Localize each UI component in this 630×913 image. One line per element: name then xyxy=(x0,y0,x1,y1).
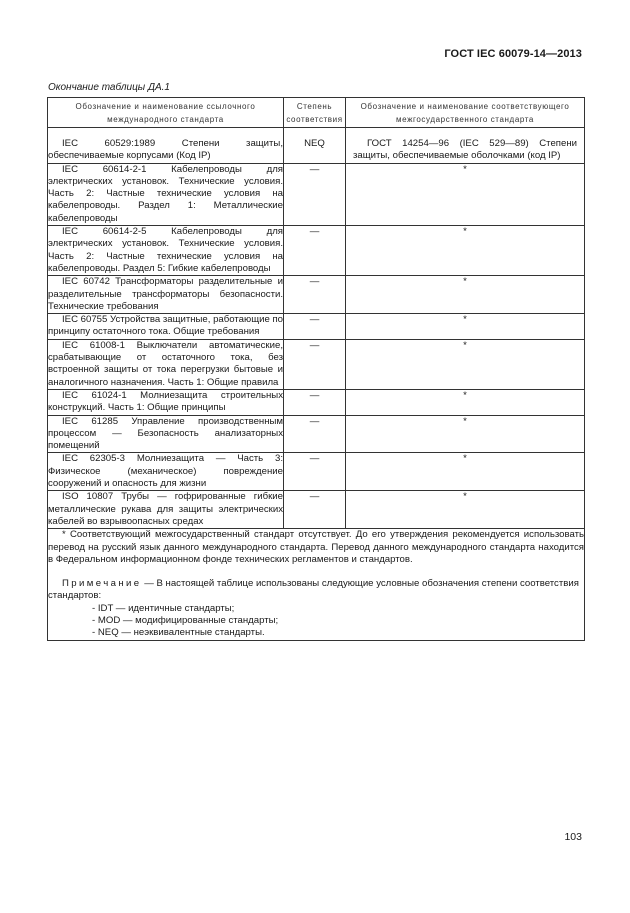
table-row xyxy=(48,226,585,276)
table-row xyxy=(48,314,585,340)
document-id-header: ГОСТ IEC 60079-14—2013 xyxy=(444,48,582,60)
national-standard-cell: * xyxy=(346,415,585,453)
table-row xyxy=(48,163,585,225)
note-paragraph xyxy=(48,578,584,603)
national-standard-cell: * xyxy=(346,226,585,276)
national-standard-cell: * xyxy=(346,389,585,415)
national-standard-cell: * xyxy=(346,491,585,529)
column-header-degree: Степень соответствия xyxy=(284,98,346,128)
reference-standards-table xyxy=(47,97,585,641)
page-number: 103 xyxy=(564,831,582,843)
table-row xyxy=(48,415,585,453)
degree-cell: — xyxy=(284,415,346,453)
table-caption: Окончание таблицы ДА.1 xyxy=(48,82,170,93)
table-row xyxy=(48,276,585,314)
notes-row xyxy=(48,529,585,640)
table-row xyxy=(48,491,585,529)
national-standard-cell: * xyxy=(346,453,585,491)
national-standard-cell: * xyxy=(346,339,585,389)
degree-cell: — xyxy=(284,491,346,529)
degree-cell: — xyxy=(284,339,346,389)
reference-standard-cell: IEC 62305-3 Молниезащита — Часть 3: Физическое (механическое) повреждение сооружений и опасность для жизни xyxy=(48,453,283,490)
national-standard-cell: * xyxy=(346,314,585,340)
note-item-mod: - MOD — модифицированные стандарты; xyxy=(92,614,279,626)
column-header-reference: Обозначение и наименование ссылочного международного стандарта xyxy=(48,98,284,128)
national-standard-cell: * xyxy=(346,163,585,225)
table-header-row xyxy=(48,98,585,128)
column-header-national: Обозначение и наименование соответствующего межгосударственного стандарта xyxy=(346,98,585,128)
table-row xyxy=(48,339,585,389)
note-label: Примечание xyxy=(62,578,142,590)
degree-cell: NEQ xyxy=(284,138,346,163)
reference-standard-cell: IEC 60614-2-1 Кабелепроводы для электрических установок. Технические условия. Часть 2: Частные технические условия на кабелепроводы. Раздел 1: Металлические кабелепроводы xyxy=(48,163,283,224)
note-item-idt: - IDT — идентичные стандарты; xyxy=(92,602,235,614)
degree-cell: — xyxy=(284,226,346,276)
note-item-neq: - NEQ — неэквивалентные стандарты. xyxy=(92,627,265,639)
degree-cell: — xyxy=(284,163,346,225)
degree-cell: — xyxy=(284,389,346,415)
footnote-text: * Соответствующий межгосударственный стандарт отсутствует. До его утверждения рекомендуется использовать перевод на русский язык данного международного стандарта. Перевод данного международного стандарта находится в Федеральном информационном фонде технических регламентов и стандартов. xyxy=(48,529,584,565)
reference-standard-cell: IEC 61008-1 Выключатели автоматические, срабатывающие от остаточного тока, без встроенной защиты от тока перегрузки бытовые и аналогичного назначения. Часть 1: Общие правила xyxy=(48,339,283,388)
reference-standard-cell: IEC 60742 Трансформаторы разделительные и разделительные трансформаторы безопасности. Технические требования xyxy=(48,276,283,312)
national-standard-cell: * xyxy=(346,276,585,314)
degree-cell: — xyxy=(284,276,346,314)
degree-cell: — xyxy=(284,453,346,491)
reference-standard-cell: ISO 10807 Трубы — гофрированные гибкие металлические рукава для защиты электрических кабелей во взрывоопасных средах xyxy=(48,491,283,527)
notes-cell xyxy=(48,529,585,640)
reference-standard-cell: IEC 61024-1 Молниезащита строительных конструкций. Часть 1: Общие принципы xyxy=(48,389,283,414)
table-row xyxy=(48,389,585,415)
header-spacer-row xyxy=(48,128,585,139)
reference-standard-cell: IEC 60529:1989 Степени защиты, обеспечиваемые корпусами (Код IP) xyxy=(48,138,283,162)
reference-standard-cell: IEC 60755 Устройства защитные, работающие по принципу остаточного тока. Общие требования xyxy=(48,314,283,338)
note-text: — В настоящей таблице использованы следующие условные обозначения степени соответствия стандартов: xyxy=(48,578,579,602)
degree-cell: — xyxy=(284,314,346,340)
reference-standard-cell: IEC 60614-2-5 Кабелепроводы для электрических установок. Технические условия. Часть 2: Частные технические условия на кабелепроводы. Раздел 5: Гибкие кабелепроводы xyxy=(48,226,283,274)
reference-standard-cell: IEC 61285 Управление производственным процессом — Безопасность анализаторных помещений xyxy=(48,415,283,452)
table-row xyxy=(48,138,585,163)
table-row xyxy=(48,453,585,491)
national-standard-cell: ГОСТ 14254—96 (IEC 529—89) Степени защиты, обеспечиваемые оболочками (код IP) xyxy=(346,138,585,163)
